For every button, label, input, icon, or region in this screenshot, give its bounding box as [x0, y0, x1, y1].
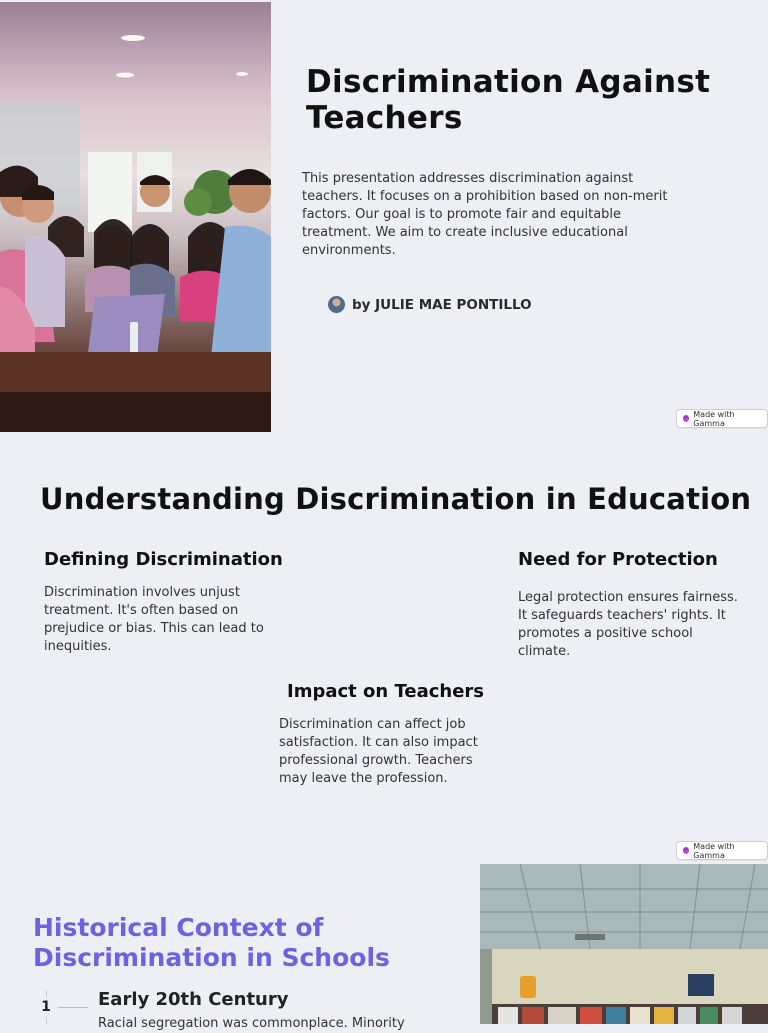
- team-photo: [0, 2, 271, 432]
- presentation-description: This presentation addresses discrimination against teachers. It focuses on a prohibition based on non-merit factors. Our goal is to promote fair and equitable treatment. We aim to create inclusive educational environments.: [302, 171, 668, 258]
- card-text-protection: Legal protection ensures fairness. It safeguards teachers' rights. It promotes a positive school climate.: [518, 590, 738, 659]
- timeline-connector: [58, 1007, 88, 1008]
- card-text-impact: Discrimination can affect job satisfaction. It can also impact professional growth. Teachers may leave the profession.: [279, 717, 478, 786]
- badge-label: Made with Gamma: [693, 841, 735, 860]
- presentation-title: Discrimination Against Teachers: [306, 64, 711, 136]
- card-heading-defining: Defining Discrimination: [44, 549, 283, 570]
- timeline-step-text: Racial segregation was commonplace. Minority: [98, 1016, 405, 1031]
- author-line: [328, 296, 532, 313]
- section-title: Understanding Discrimination in Education: [40, 482, 752, 516]
- made-with-gamma-badge[interactable]: [676, 409, 768, 428]
- gamma-logo-icon: [683, 415, 689, 422]
- card-heading-impact: Impact on Teachers: [287, 681, 484, 702]
- card-text-defining: Discrimination involves unjust treatment. It's often based on prejudice or bias. This can lead to inequities.: [44, 585, 264, 654]
- card-heading-protection: Need for Protection: [518, 549, 718, 570]
- classroom-photo: [480, 864, 768, 1024]
- gamma-logo-icon: [683, 847, 689, 854]
- history-title: Historical Context of Discrimination in Schools: [33, 913, 390, 972]
- author-name: by JULIE MAE PONTILLO: [352, 296, 532, 313]
- author-avatar: [328, 296, 345, 313]
- timeline-step-number: 1: [36, 997, 56, 1017]
- made-with-gamma-badge-2[interactable]: [676, 841, 768, 860]
- timeline-step-heading: Early 20th Century: [98, 989, 289, 1010]
- badge-label: Made with Gamma: [693, 409, 735, 428]
